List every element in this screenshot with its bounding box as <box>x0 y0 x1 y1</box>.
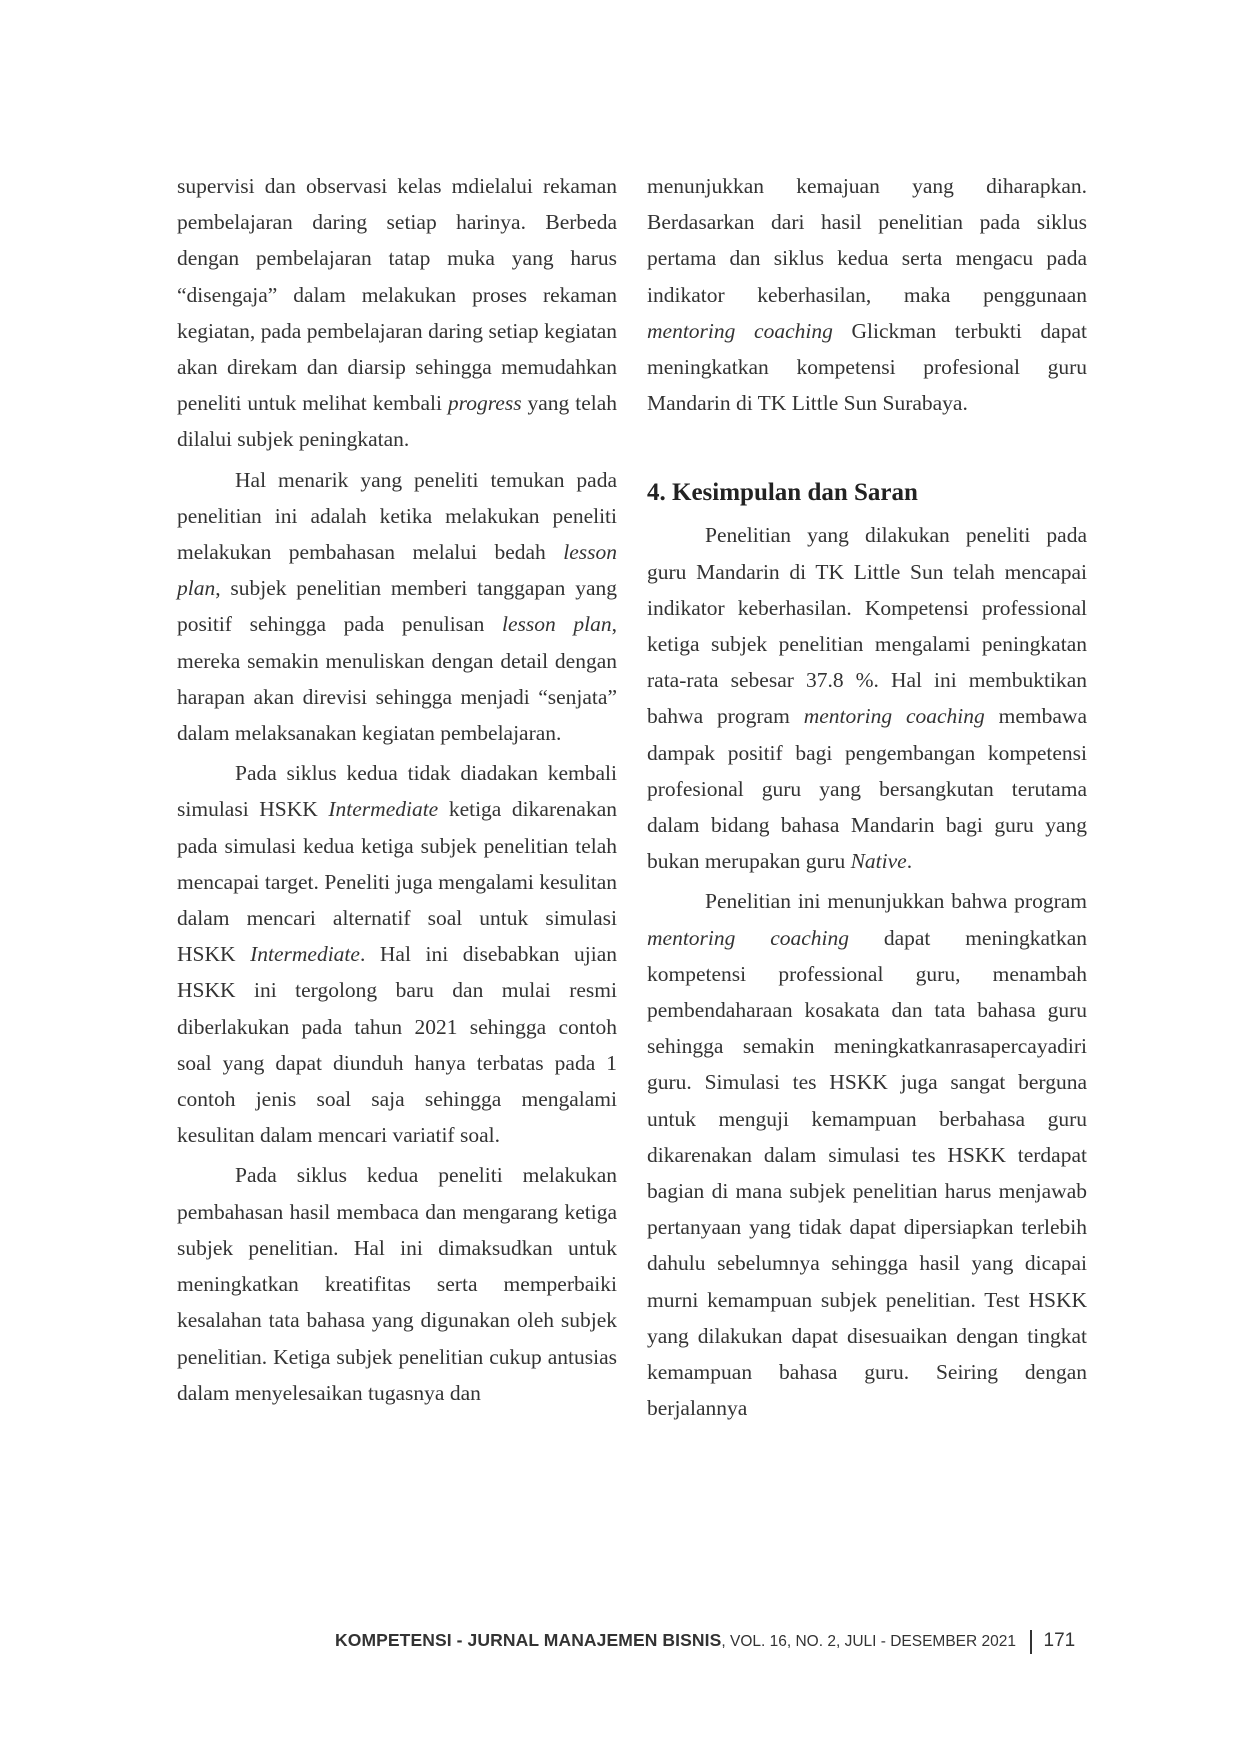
page-footer <box>335 1630 1095 1660</box>
text: yang telah dilalui subjek peningkatan. <box>177 391 618 452</box>
emphasis: mentoring coaching <box>647 925 850 950</box>
emphasis: lesson plan <box>501 612 612 637</box>
emphasis: Intermediate <box>328 797 439 822</box>
journal-volume: , VOL. 16, NO. 2, JULI - DESEMBER 2021 <box>721 1633 1016 1651</box>
section-spacer <box>647 421 1087 475</box>
emphasis: mentoring coaching <box>647 318 833 343</box>
emphasis: Native <box>850 849 907 874</box>
paragraph-siklus-kedua-pembahasan: Pada siklus kedua peneliti melakukan pembahasan hasil membaca dan mengarang ketiga subjek penelitian. Hal ini dimaksudkan untuk meningkatkan kreatifitas serta memperbaiki kesalahan tata bahasa yang digunakan oleh subjek penelitian. Ketiga subjek penelitian cukup antusias dalam menyelesaikan tugasnya dan <box>177 1163 617 1405</box>
text: menunjukkan kemajuan yang diharapkan. Berdasarkan dari hasil penelitian pada siklus pertama dan siklus kedua serta mengacu pada indikator keberhasilan, maka penggunaan <box>647 174 1087 307</box>
text: membawa dampak positif bagi pengembangan kompetensi profesional guru yang bersangkutan terutama dalam bidang bahasa Mandarin bagi guru yang bukan merupakan guru <box>647 704 1088 874</box>
paragraph-siklus-kedua-simulasi <box>177 755 617 1153</box>
paragraph-supervisi <box>177 168 617 458</box>
page-number: 171 <box>1043 1630 1076 1652</box>
emphasis: lesson plan <box>177 540 617 601</box>
text: Pada siklus kedua tidak diadakan kembali simulasi HSKK <box>177 761 617 822</box>
text: ketiga dikarenakan pada simulasi kedua ketiga subjek penelitian telah mencapai target. Peneliti juga mengalami kesulitan dalam mencari alternatif soal untuk simulasi HSKK <box>177 797 617 967</box>
text: , mereka semakin menuliskan dengan detail dengan harapan akan direvisi sehingga menjadi “senjata” dalam melaksanakan kegiatan pembelajaran. <box>177 612 617 746</box>
paragraph-saran <box>647 883 1087 1426</box>
text: , subjek penelitian memberi tanggapan yang positif sehingga pada penulisan <box>177 576 617 637</box>
right-column <box>647 168 1087 1427</box>
text: dapat meningkatkan kompetensi professional guru, menambah pembendaharaan kosakata dan tata bahasa guru sehingga semakin meningkatkanrasapercayadiri guru. Simulasi tes HSKK juga sangat berguna untuk menguji kemampuan berbahasa guru dikarenakan dalam simulasi tes HSKK terdapat bagian di mana subjek penelitian harus menjawab pertanyaan yang tidak dapat dipersiapkan terlebih dahulu sebelumnya sehingga hasil yang dicapai murni kemampuan subjek penelitian. Test HSKK yang dilakukan dapat disesuaikan dengan tingkat kemampuan bahasa guru. Seiring dengan berjalannya <box>647 925 1087 1421</box>
text: Penelitian yang dilakukan peneliti pada guru Mandarin di TK Little Sun telah mencapai indikator keberhasilan. Kompetensi professional ketiga subjek penelitian mengalami peningkatan rata-rata sebesar 37.8 %. Hal ini membuktikan bahwa program <box>647 523 1087 729</box>
emphasis: Intermediate <box>250 942 360 967</box>
text: supervisi dan observasi kelas mdielalui rekaman pembelajaran daring setiap harinya. Berbeda dengan pembelajaran tatap muka yang harus “disengaja” dalam melakukan proses rekaman kegiatan, pada pembelajaran daring setiap kegiatan akan direkam dan diarsip sehingga memudahkan peneliti untuk melihat kembali <box>177 174 617 416</box>
journal-title: KOMPETENSI - JURNAL MANAJEMEN BISNIS <box>335 1630 722 1651</box>
text: . Hal ini disebabkan ujian HSKK ini tergolong baru dan mulai resmi diberlakukan pada tahun 2021 sehingga contoh soal yang dapat diunduh hanya terbatas pada 1 contoh jenis soal saja sehingga mengalami kesulitan dalam mencari variatif soal. <box>177 942 617 1148</box>
left-column <box>177 168 617 1411</box>
emphasis: mentoring coaching <box>803 704 985 729</box>
paragraph-hal-menarik <box>177 462 617 752</box>
text: Glickman terbukti dapat meningkatkan kompetensi profesional guru Mandarin di TK Little Sun Surabaya. <box>647 318 1087 416</box>
text: Hal menarik yang peneliti temukan pada penelitian ini adalah ketika melakukan peneliti melakukan pembahasan melalui bedah <box>177 467 617 565</box>
text: Penelitian ini menunjukkan bahwa program <box>705 889 1087 914</box>
text: . <box>906 849 913 874</box>
footer-divider <box>1030 1630 1032 1654</box>
emphasis: progress <box>447 391 522 416</box>
section-heading: 4. Kesimpulan dan Saran <box>647 479 918 507</box>
paragraph-kesimpulan <box>647 517 1087 879</box>
paragraph-kemajuan <box>647 168 1087 421</box>
